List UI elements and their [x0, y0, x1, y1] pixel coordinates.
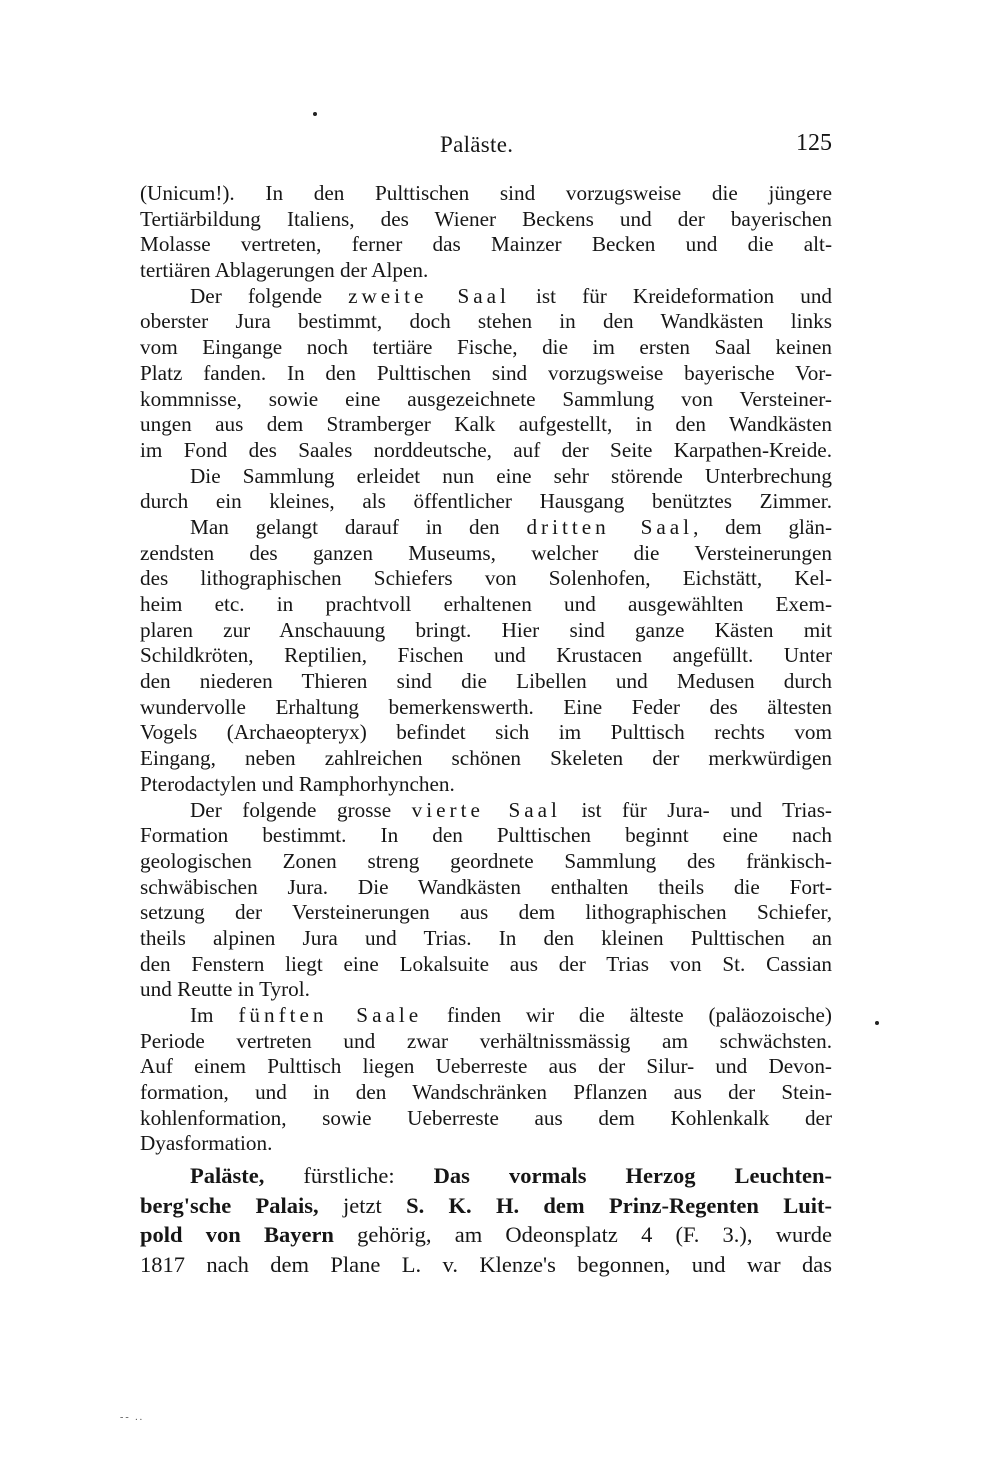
text-line: zendsten des ganzen Museums, welcher die Versteinerungen: [140, 540, 832, 565]
running-header: [140, 130, 832, 164]
emphasis-hall-name: dritten Saal: [526, 514, 694, 539]
text-run: ist für Jura- und Trias-: [560, 797, 832, 822]
text-line: kohlenformation, sowie Ueberreste aus dem Kohlenkalk der: [140, 1105, 832, 1130]
text-line: Die Sammlung erleidet nun eine sehr störende Unterbrechung: [190, 463, 832, 488]
entry-line: [140, 1220, 832, 1250]
body-text: [140, 181, 832, 1157]
text-line: Molasse vertreten, ferner das Mainzer Becken und die alt-: [140, 232, 832, 257]
entry-line: [140, 1191, 832, 1221]
text-line: [140, 798, 832, 824]
text-line: Schildkröten, Reptilien, Fischen und Krustacen angefüllt. Unter: [140, 643, 832, 668]
entry-owner: pold von Bayern: [140, 1222, 334, 1247]
text-line: Eingang, neben zahlreichen schönen Skeleten der merkwürdigen: [140, 746, 832, 771]
running-title: Paläste.: [440, 132, 514, 157]
text-line: durch ein kleines, als öffentlicher Hausgang benütztes Zimmer.: [140, 489, 832, 514]
text-run: Man gelangt darauf in den: [190, 514, 527, 539]
text-line: plaren zur Anschauung bringt. Hier sind ganze Kästen mit: [140, 617, 832, 642]
text-run: , dem glän-: [693, 514, 832, 539]
text-run: jetzt: [318, 1192, 407, 1218]
text-line: schwäbischen Jura. Die Wandkästen enthalten theils die Fort-: [140, 874, 832, 899]
text-line: Auf einem Pulttisch liegen Ueberreste aus der Silur- und Devon-: [140, 1054, 832, 1079]
palace-entry: [140, 1161, 832, 1279]
text-line: des lithographischen Schiefers von Solenhofen, Eichstätt, Kel-: [140, 566, 832, 591]
text-line: wundervolle Erhaltung bemerkenswerth. Eine Feder des ältesten: [140, 694, 832, 719]
text-line: den niederen Thieren sind die Libellen und Medusen durch: [140, 669, 832, 694]
text-line: Platz fanden. In den Pulttischen sind vorzugsweise bayerische Vor-: [140, 360, 832, 385]
entry-title: Das vormals Herzog Leuchten-: [433, 1163, 832, 1188]
text-line: und Reutte in Tyrol.: [140, 977, 310, 1002]
text-line: kommnisse, sowie eine ausgezeichnete Sammlung von Versteiner-: [140, 386, 832, 411]
text-line: [140, 515, 832, 541]
text-run: ist für Kreideformation und: [509, 283, 833, 308]
text-run: gehörig, am Odeonsplatz 4 (F. 3.), wurde: [333, 1222, 832, 1247]
text-line: [140, 284, 832, 310]
text-line: Tertiärbildung Italiens, des Wiener Beckens und der bayerischen: [140, 206, 832, 231]
entry-title: berg'sche Palais,: [140, 1192, 319, 1218]
text-line: Periode vertreten und zwar verhältnissmässig am schwächsten.: [140, 1028, 832, 1053]
text-line: setzung der Versteinerungen aus dem lithographischen Schiefer,: [140, 900, 832, 925]
text-line: Dyasformation.: [140, 1131, 273, 1156]
text-line: tertiären Ablagerungen der Alpen.: [140, 258, 429, 283]
emphasis-hall-name: fünften Saale: [238, 1003, 423, 1027]
text-run: Der folgende: [190, 283, 349, 308]
text-line: Pterodactylen und Ramphorhynchen.: [140, 771, 455, 796]
text-line: [140, 1003, 832, 1029]
entry-owner: S. K. H. dem Prinz-Regenten Luit-: [406, 1192, 833, 1218]
text-line: vom Eingange noch tertiäre Fische, die im ersten Saal keinen: [140, 335, 832, 360]
entry-qualifier: fürstliche:: [264, 1163, 434, 1188]
emphasis-hall-name: zweite Saal: [348, 283, 510, 308]
entry-line: 1817 nach dem Plane L. v. Klenze's begonnen, und war das: [140, 1251, 832, 1277]
page-number: 125: [796, 130, 832, 156]
text-line: Formation bestimmt. In den Pulttischen beginnt eine nach: [140, 823, 832, 848]
text-line: oberster Jura bestimmt, doch stehen in den Wandkästen links: [140, 309, 832, 334]
text-line: geologischen Zonen streng geordnete Sammlung des fränkisch-: [140, 848, 832, 873]
text-line: im Fond des Saales norddeutsche, auf der Seite Karpathen-Kreide.: [140, 437, 832, 462]
text-run: Der folgende grosse: [190, 797, 412, 822]
entry-headword: Paläste,: [190, 1163, 265, 1188]
text-line: ungen aus dem Stramberger Kalk aufgestellt, in den Wandkästen: [140, 412, 832, 437]
text-line: Vogels (Archaeopteryx) befindet sich im Pulttisch rechts vom: [140, 720, 832, 745]
text-line: formation, und in den Wandschränken Pflanzen aus der Stein-: [140, 1080, 832, 1105]
text-run: finden wir die älteste (paläozoische): [422, 1003, 832, 1027]
entry-line: [140, 1161, 832, 1191]
ink-speck: [313, 112, 317, 116]
ink-speck: [875, 1021, 879, 1025]
emphasis-hall-name: vierte Saal: [411, 797, 561, 822]
text-run: Im: [190, 1003, 239, 1027]
text-line: (Unicum!). In den Pulttischen sind vorzugsweise die jüngere: [140, 181, 832, 205]
footer-mark: -- ..: [120, 1412, 145, 1423]
text-line: theils alpinen Jura und Trias. In den kleinen Pulttischen an: [140, 925, 832, 950]
text-line: heim etc. in prachtvoll erhaltenen und ausgewählten Exem-: [140, 592, 832, 616]
text-line: den Fenstern liegt eine Lokalsuite aus der Trias von St. Cassian: [140, 951, 832, 976]
